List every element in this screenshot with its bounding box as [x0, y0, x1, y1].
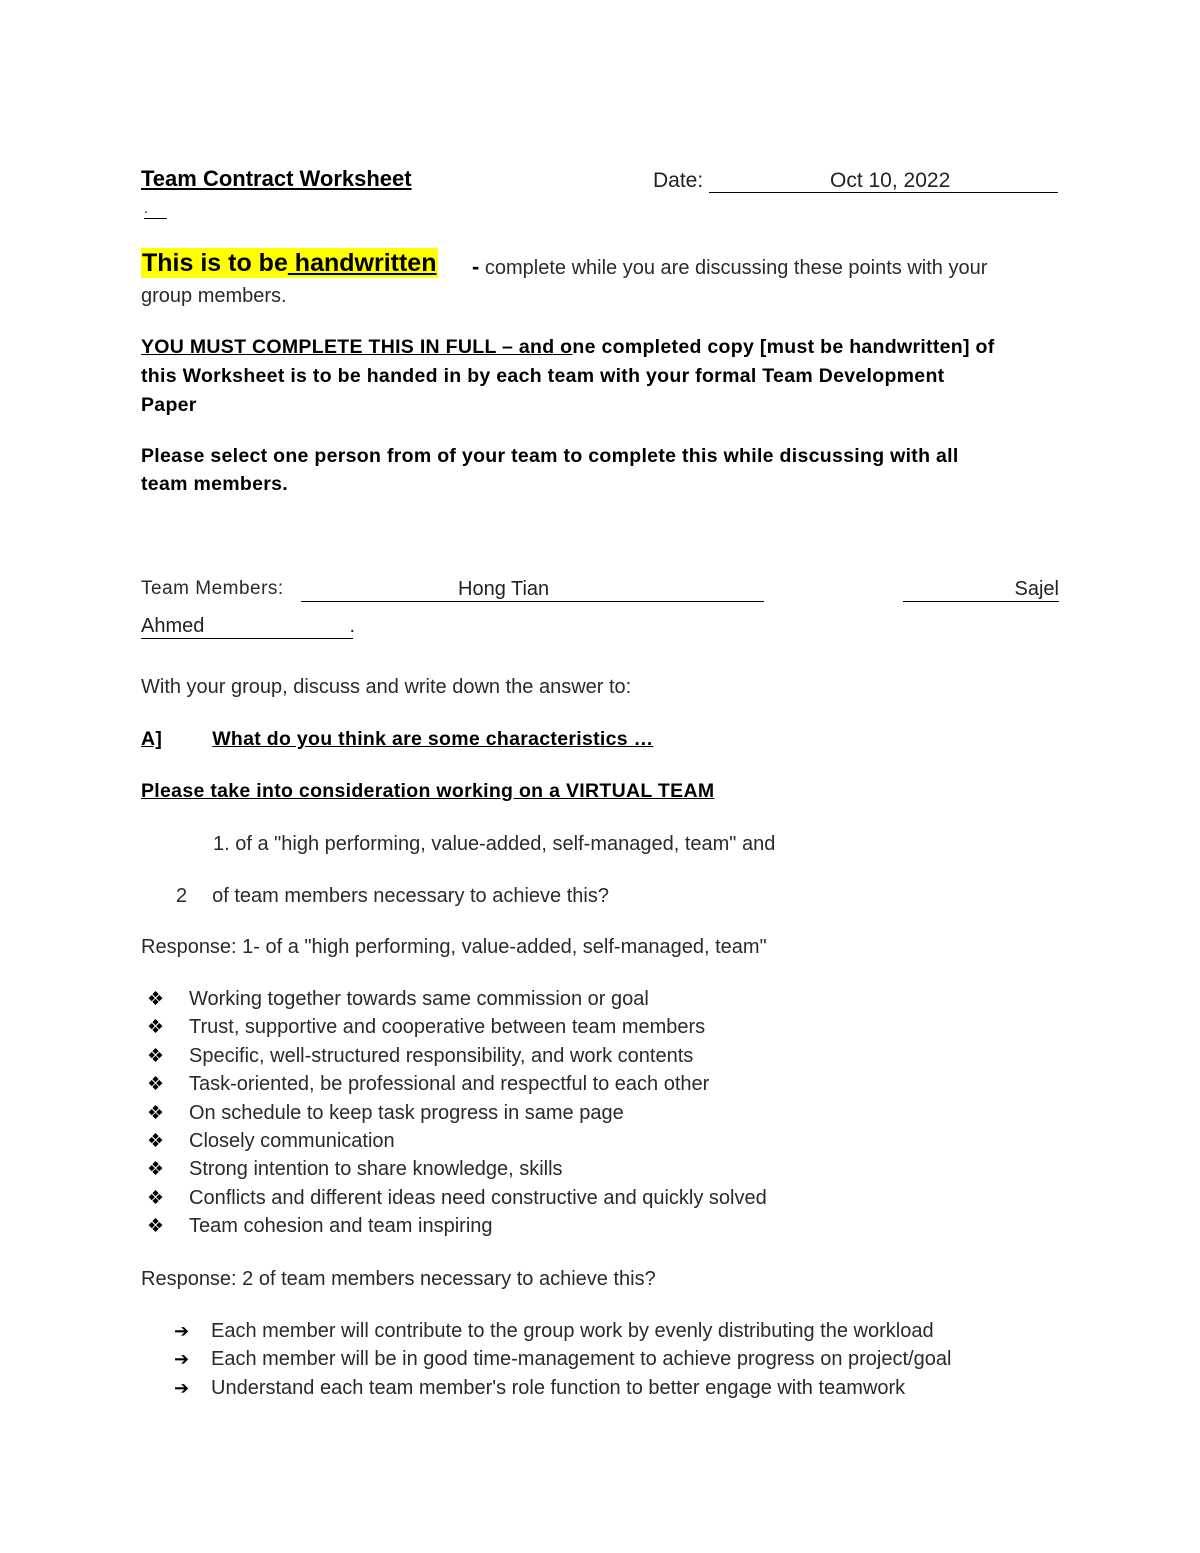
- discussion-prompt: With your group, discuss and write down the answer to:: [141, 676, 632, 698]
- arrow-item: [174, 1376, 905, 1400]
- section-a-text: What do you think are some characteristics …: [212, 728, 654, 750]
- bullet-text: Team cohesion and team inspiring: [189, 1215, 493, 1238]
- section-a-item-1: 1. of a "high performing, value-added, self-managed, team" and: [213, 833, 776, 855]
- date-value: Oct 10, 2022: [830, 169, 951, 192]
- bullet-text: On schedule to keep task progress in same page: [189, 1101, 624, 1124]
- highlight-prefix: This is to be: [142, 249, 288, 277]
- bullet-text: Working together towards same commission or goal: [189, 988, 649, 1010]
- arrow-bullet-icon: ➔: [174, 1321, 190, 1341]
- bullet-item: [147, 1186, 767, 1211]
- bullet-text: Task-oriented, be professional and respectful to each other: [189, 1073, 710, 1096]
- bullet-text: Closely communication: [189, 1130, 395, 1152]
- notice-rest: complete while you are discussing these points with your: [479, 257, 988, 279]
- instruction-line-1: Please select one person from of your team to complete this while discussing with all: [141, 445, 959, 467]
- notice-line-2: group members.: [141, 285, 287, 307]
- bullet-item: [147, 987, 649, 1012]
- diamond-bullet-icon: ❖: [147, 1131, 165, 1152]
- bullet-item: [147, 1214, 493, 1239]
- instruction-line-2: team members.: [141, 473, 288, 495]
- section-a-item-2: [176, 884, 609, 908]
- arrow-item-text: Understand each team member's role function to better engage with teamwork: [211, 1376, 906, 1399]
- document-title: Team Contract Worksheet: [141, 166, 412, 191]
- diamond-bullet-icon: ❖: [147, 1017, 165, 1039]
- member-2-last-field: [141, 614, 353, 639]
- requirement-rest: ne completed copy [must be handwritten] of: [572, 336, 995, 358]
- section-a-heading: [141, 728, 653, 751]
- arrow-item: [174, 1319, 934, 1343]
- member-1-name: Hong Tian: [458, 578, 550, 600]
- arrow-item-text: Each member will contribute to the group work by evenly distributing the workload: [211, 1320, 934, 1342]
- handwritten-highlight: [141, 248, 438, 278]
- date-field: [709, 168, 1058, 193]
- item-2-number: 2: [176, 885, 188, 907]
- diamond-bullet-icon: ❖: [147, 1187, 165, 1209]
- requirement-line-2: this Worksheet is to be handed in by each team with your formal Team Development: [141, 365, 945, 387]
- bullet-text: Conflicts and different ideas need constructive and quickly solved: [189, 1186, 767, 1209]
- diamond-bullet-icon: ❖: [147, 1216, 165, 1238]
- bullet-text: Trust, supportive and cooperative between team members: [189, 1016, 706, 1039]
- bullet-item: [147, 1072, 709, 1097]
- bullet-text: Specific, well-structured responsibility, and work contents: [189, 1044, 694, 1067]
- notice-line-1: [472, 254, 987, 280]
- notice-dash: -: [472, 254, 480, 279]
- member-1-field: [301, 577, 764, 602]
- arrow-bullet-icon: ➔: [174, 1349, 190, 1370]
- bullet-item: [147, 1101, 624, 1126]
- member-2-field: [903, 577, 1059, 602]
- arrow-item: [174, 1347, 951, 1371]
- requirement-line-1: [141, 336, 995, 359]
- bullet-item: [147, 1157, 563, 1182]
- diamond-bullet-icon: ❖: [147, 1045, 165, 1067]
- section-a-label: A]: [141, 728, 163, 750]
- bullet-item: [147, 1044, 693, 1069]
- bullet-item: [147, 1015, 705, 1040]
- member-trailing-dot: .: [349, 615, 355, 637]
- diamond-bullet-icon: ❖: [147, 1159, 165, 1181]
- diamond-bullet-icon: ❖: [147, 989, 165, 1010]
- response-2-heading: Response: 2 of team members necessary to achieve this?: [141, 1268, 656, 1290]
- item-2-text: of team members necessary to achieve this?: [212, 885, 609, 907]
- requirement-line-3: Paper: [141, 394, 197, 416]
- highlight-underlined: handwritten: [287, 249, 437, 277]
- diamond-bullet-icon: ❖: [147, 1102, 165, 1124]
- requirement-underlined: YOU MUST COMPLETE THIS IN FULL – and o: [141, 336, 573, 358]
- bullet-item: [147, 1129, 395, 1154]
- section-a-subheading: Please take into consideration working on a VIRTUAL TEAM: [141, 780, 715, 802]
- arrow-item-text: Each member will be in good time-management to achieve progress on project/goal: [211, 1348, 952, 1371]
- diamond-bullet-icon: ❖: [147, 1074, 165, 1096]
- member-2-first: Sajel: [1014, 578, 1059, 600]
- response-1-heading: Response: 1- of a "high performing, value-added, self-managed, team": [141, 936, 767, 958]
- team-members-label: Team Members:: [141, 578, 284, 599]
- date-label: Date:: [653, 169, 704, 192]
- arrow-bullet-icon: ➔: [174, 1377, 190, 1398]
- member-2-last: Ahmed: [141, 615, 205, 637]
- trailing-mark: .: [144, 200, 148, 216]
- bullet-text: Strong intention to share knowledge, skills: [189, 1158, 563, 1181]
